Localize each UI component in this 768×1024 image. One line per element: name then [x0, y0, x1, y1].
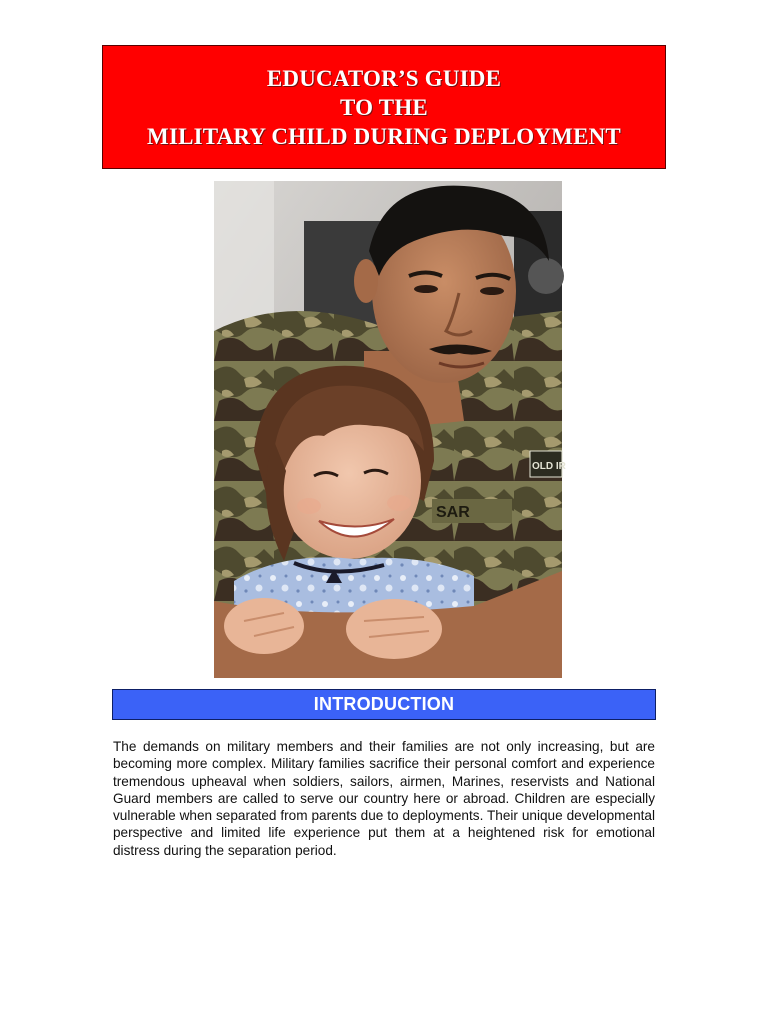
title-line-3: MILITARY CHILD DURING DEPLOYMENT: [147, 123, 621, 149]
title-line-1: EDUCATOR’S GUIDE: [266, 65, 502, 91]
shoulder-patch-text: OLD IR: [532, 461, 566, 472]
cover-photo: [214, 181, 566, 678]
title-line-2: TO THE: [340, 94, 428, 120]
title-banner: [102, 45, 666, 169]
introduction-heading-bar: [112, 689, 656, 720]
soldier-and-daughter-photo: [214, 181, 566, 678]
introduction-paragraph: The demands on military members and their families are not only increasing, but are becoming more complex. Military families sacrifice their personal comfort and experience tremendous upheaval when soldiers, sailors, airmen, Marines, reservists and National Guard members are called to serve our country here or abroad. Children are especially vulnerable when separated from parents due to deployments. Their unique developmental perspective and limited life experience put them at a heightened risk for emotional distress during the separation period.: [113, 739, 655, 858]
nametape-text: SAR: [436, 504, 470, 521]
section-title: INTRODUCTION: [313, 694, 455, 714]
